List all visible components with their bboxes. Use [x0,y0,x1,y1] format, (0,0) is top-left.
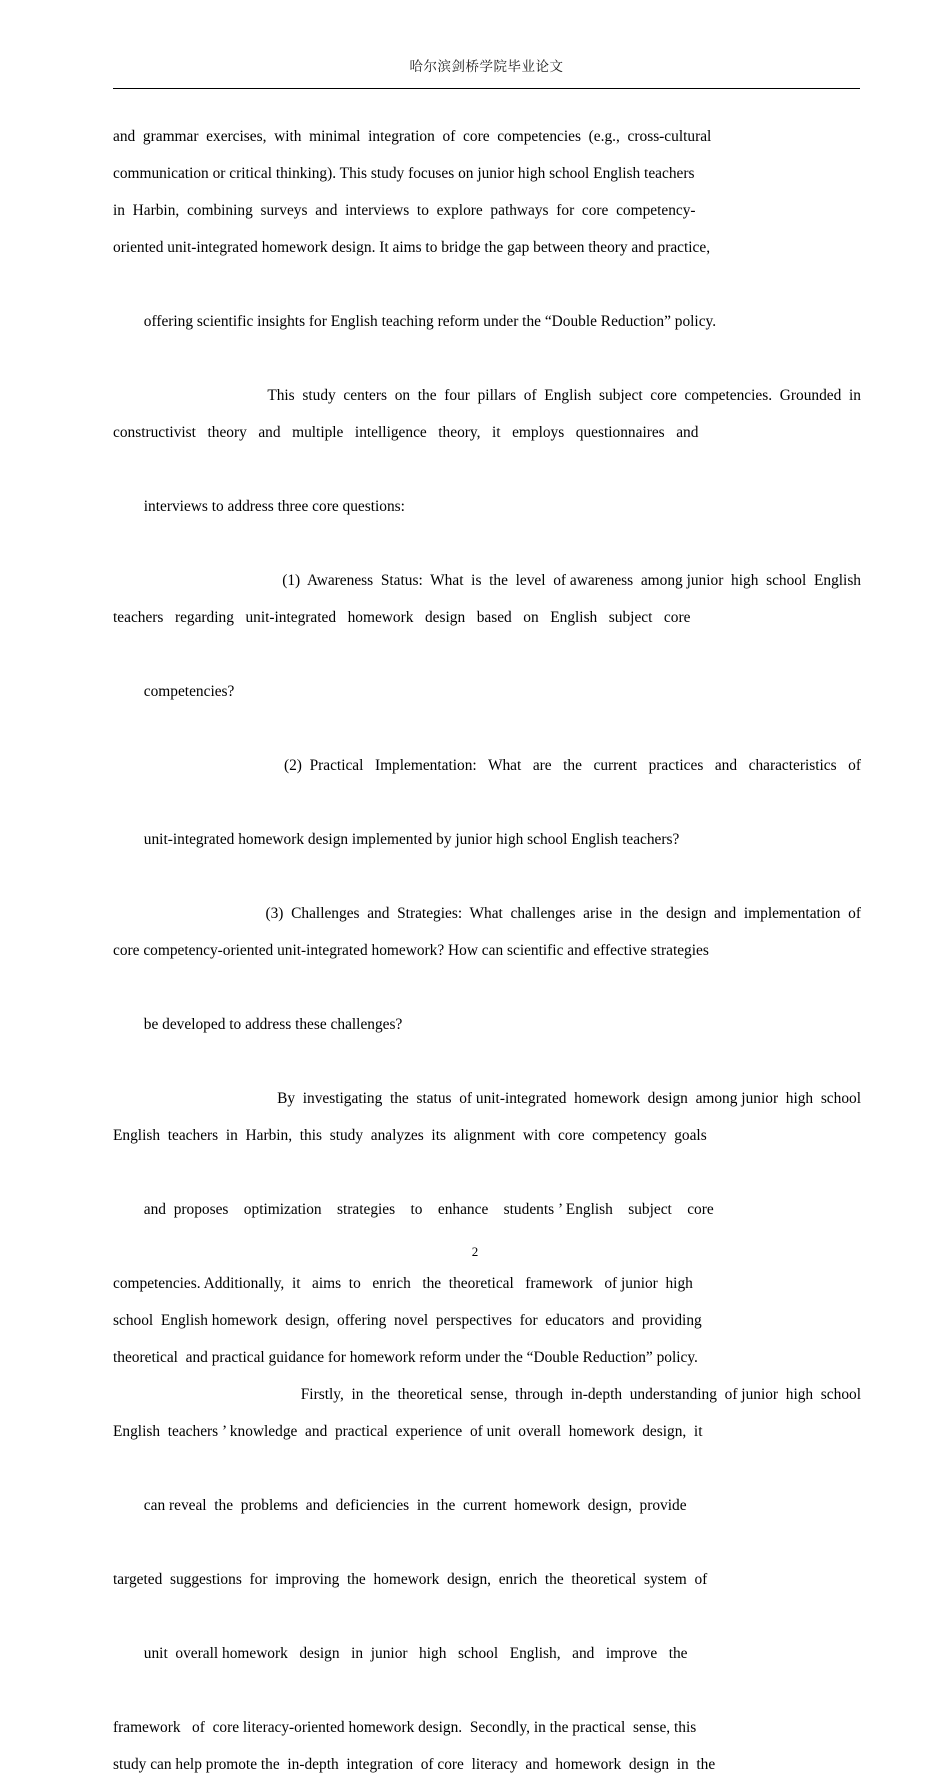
line-text: can reveal the problems and deficiencies in the current homework design, provide [143,1497,687,1514]
text-line [113,599,861,636]
line-text: communication or critical thinking). This study focuses on junior high school English teachers [113,165,695,182]
line-text: offering scientific insights for English teaching reform under the “Double Reduction” policy. [143,313,717,330]
line-text: be developed to address these challenges? [143,1016,403,1033]
text-line [113,562,861,599]
text-line [113,895,861,932]
header-divider-rule [113,88,860,89]
line-text: English teachers ’ knowledge and practical experience of unit overall homework design, it [113,1423,703,1440]
text-line [113,784,861,895]
line-text: school English homework design, offering novel perspectives for educators and providing [113,1312,702,1329]
text-line [113,414,861,451]
line-text: targeted suggestions for improving the homework design, enrich the theoretical system of [113,1571,708,1588]
text-line [113,1450,861,1561]
line-text: core competency-oriented unit-integrated homework? How can scientific and effective strategies [113,942,709,959]
line-text: constructivist theory and multiple intelligence theory, it employs questionnaires and [113,424,699,441]
text-line [113,1709,861,1746]
line-text: Firstly, in the theoretical sense, through in-depth understanding of junior high school [300,1386,861,1403]
text-line [113,1746,861,1783]
line-text: study can help promote the in-depth integration of core literacy and homework design in the [113,1756,716,1773]
text-line [113,1080,861,1117]
page-number: 2 [471,1244,479,1259]
paragraph-p6-firstly-theoretical-sense [113,1376,861,1783]
line-text: interviews to address three core questions: [143,498,405,515]
text-line [113,636,861,747]
page-footer [0,1243,950,1261]
paragraph-q3-challenges-and-strategies [113,895,861,1080]
line-text: framework of core literacy-oriented homework design. Secondly, in the practical sense, this [113,1719,697,1736]
text-line [113,229,861,266]
paragraph-p1-continuation [113,118,861,377]
header-title-text: 哈尔滨剑桥学院毕业论文 [409,59,564,74]
line-text: teachers regarding unit-integrated homework design based on English subject core [113,609,691,626]
line-text: unit overall homework design in junior high school English, and improve the [143,1645,688,1662]
text-line [113,266,861,377]
text-line [113,1561,861,1598]
text-line [113,1413,861,1450]
line-text: English teachers in Harbin, this study analyzes its alignment with core competency goals [113,1127,707,1144]
line-text: (3) Challenges and Strategies: What challenges arise in the design and implementation of [265,905,861,922]
paragraph-q2-practical-implementation [113,747,861,895]
text-line [113,747,861,784]
line-text: By investigating the status of unit-integrated homework design among junior high school [277,1090,861,1107]
text-line [113,932,861,969]
line-text: unit-integrated homework design implemented by junior high school English teachers? [143,831,680,848]
text-line [113,192,861,229]
document-body [113,118,861,1783]
line-text: and grammar exercises, with minimal integration of core competencies (e.g., cross-cultural [113,128,712,145]
running-header [113,58,860,76]
line-text: competencies. Additionally, it aims to enrich the theoretical framework of junior high [113,1275,693,1292]
text-line [113,377,861,414]
line-text: oriented unit-integrated homework design. It aims to bridge the gap between theory and practice, [113,239,711,256]
text-line [113,118,861,155]
line-text: competencies? [143,683,235,700]
line-text: This study centers on the four pillars of English subject core competencies. Grounded in [267,387,861,404]
paragraph-q1-awareness-status [113,562,861,747]
text-line [113,1117,861,1154]
line-text: (1) Awareness Status: What is the level of awareness among junior high school English [282,572,861,589]
line-text: and proposes optimization strategies to enhance students ’ English subject core [143,1201,714,1218]
text-line [113,155,861,192]
text-line [113,1598,861,1709]
text-line [113,1265,861,1302]
text-line [113,1376,861,1413]
paragraph-p5-by-investigating [113,1080,861,1376]
text-line [113,969,861,1080]
paragraph-p2-four-pillars [113,377,861,562]
text-line [113,1302,861,1339]
text-line [113,451,861,562]
line-text: in Harbin, combining surveys and interviews to explore pathways for core competency- [113,202,696,219]
line-text: theoretical and practical guidance for homework reform under the “Double Reduction” policy. [113,1349,698,1366]
line-text: (2) Practical Implementation: What are the current practices and characteristics of [283,757,861,774]
text-line [113,1339,861,1376]
